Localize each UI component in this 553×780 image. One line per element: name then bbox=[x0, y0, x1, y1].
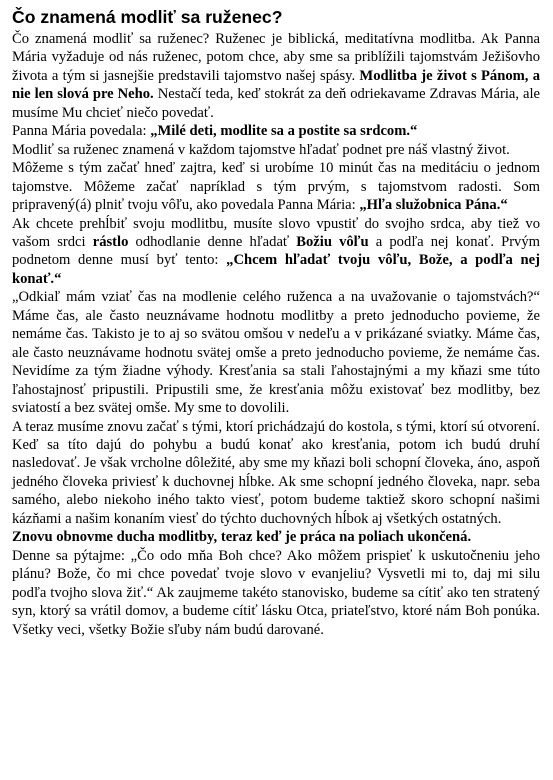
bold-word: rástlo bbox=[92, 233, 129, 250]
paragraph-text: Denne sa pýtajme: „Čo odo mňa Boh chce? Ako môžem prispieť k uskutočneniu jeho plánu? Bože, čo mi chce povedať tvoje slovo v evanjeliu? Vysvetli mi to, daj mi silu podľa tvojho slova žiť.“ Ak zaujmeme takéto stanovisko, budeme sa cítiť ako ten stratený syn, ktorý sa vrátil domov, a budeme cítiť lásku Otca, priateľstvo, ktoré nám Boh ponúka. Všetky veci, všetky Božie sľuby nám budú darované. bbox=[12, 547, 540, 638]
paragraph-text: Nestačí teda, keď stokrát za deň odriekavame Zdravas Mária, ale musíme Mu chcieť niečo povedať. bbox=[12, 86, 541, 121]
paragraph-text: Ak chcete prehĺbiť svoju modlitbu, musíte slovo vpustiť do svojho srdca, aby tiež vo vašom srdci bbox=[12, 215, 540, 250]
paragraph-text: „Odkiaľ mám vziať čas na modlenie celého ruženca a na uvažovanie o tajomstvách?“ Máme čas, ale často neuznávame hodnotu modlitby a preto jednoducho povieme, že nemáme čas. Takisto je to aj so svätou omšou v nedeľu a v prikázané sviatky. Máme čas, ale často neuznávame hodnotu svätej omše a preto jednoducho povieme, že nemáme čas. Nevidíme za tým žiadne výhody. Kresťania sa stali ľahostajnými a my kňazi sme túto ľahostajnosť pripustili. Pripustili sme, že kresťania môžu existovať bez modlitby, bez sviatostí a bez svätej omše. My sme to dovolili. bbox=[12, 289, 540, 417]
paragraph-deepen-prayer bbox=[12, 215, 540, 289]
paragraph-text: Modliť sa ruženec znamená v každom tajomstve hľadať podnet pre náš vlastný život. bbox=[12, 141, 510, 158]
paragraph-text: Panna Mária povedala: bbox=[12, 123, 147, 140]
paragraph-text: Čo znamená modliť sa ruženec? Ruženec je biblická, meditatívna modlitba. Ak Panna Mária vyžaduje od nás ruženec, potom chce, aby sme sa priblížili tajomstvám Ježišovho života a tým si jasnejšie predstavili tajomstvo našej spásy. bbox=[12, 31, 540, 84]
page-title: Čo znamená modliť sa ruženec? bbox=[12, 7, 283, 27]
bold-quote: „Chcem hľadať tvoju vôľu, Bože, a podľa nej konať.“ bbox=[12, 252, 540, 287]
paragraph-where-to-take-time bbox=[12, 288, 540, 417]
bold-phrase: Modlitba je život s Pánom, a nie len slová pre Neho. bbox=[12, 67, 540, 103]
paragraph-text: Môžeme s tým začať hneď zajtra, keď si urobíme 10 minút čas na meditáciu o jednom tajomstve. Môžeme začať napríklad s tým prvým, s tajomstvom radosti. Som pripravený(á) plniť tvoju vôľu, ako povedala Panna Mária: bbox=[12, 160, 540, 214]
paragraph-mary-said bbox=[12, 122, 540, 140]
paragraph-text: a podľa nej konať. Prvým podnetom denne musí byť tento: bbox=[12, 233, 541, 269]
bold-heading-sentence: Znovu obnovme ducha modlitby, teraz keď je práca na poliach ukončená. bbox=[12, 529, 472, 546]
paragraph-renew-prayer bbox=[12, 528, 540, 546]
paragraph-start-again bbox=[12, 418, 540, 529]
paragraph-meaning-of-rosary bbox=[12, 30, 540, 122]
paragraph-text: A teraz musíme znovu začať s tými, ktorí prichádzajú do kostola, s tými, ktorí sú otvorení. Keď sa títo dajú do pohybu a budú konať ako kresťania, potom ich budú druhí nasledovať. Je však vrcholne dôležité, aby sme my kňazi boli schopní človeka, áno, aspoň jedného človeka priviesť k duchovnej hĺbke. Ak sme schopní jedného človeka, napr. seba samého, alebo niekoho iného takto viesť, potom budeme taktiež skoro schopní našimi kázňami a našim konaním viesť do týchto duchovných hĺbok aj všetkých ostatných. bbox=[12, 418, 540, 527]
bold-quote: „Milé deti, modlite sa a postite sa srdcom.“ bbox=[150, 123, 418, 140]
bold-quote: „Hľa služobnica Pána.“ bbox=[359, 197, 508, 214]
bold-word: Božiu vôľu bbox=[296, 233, 369, 250]
paragraph-each-mystery bbox=[12, 141, 540, 159]
paragraph-text: odhodlanie denne hľadať bbox=[135, 233, 290, 250]
paragraph-start-tomorrow bbox=[12, 159, 540, 214]
paragraph-daily-question bbox=[12, 547, 540, 639]
